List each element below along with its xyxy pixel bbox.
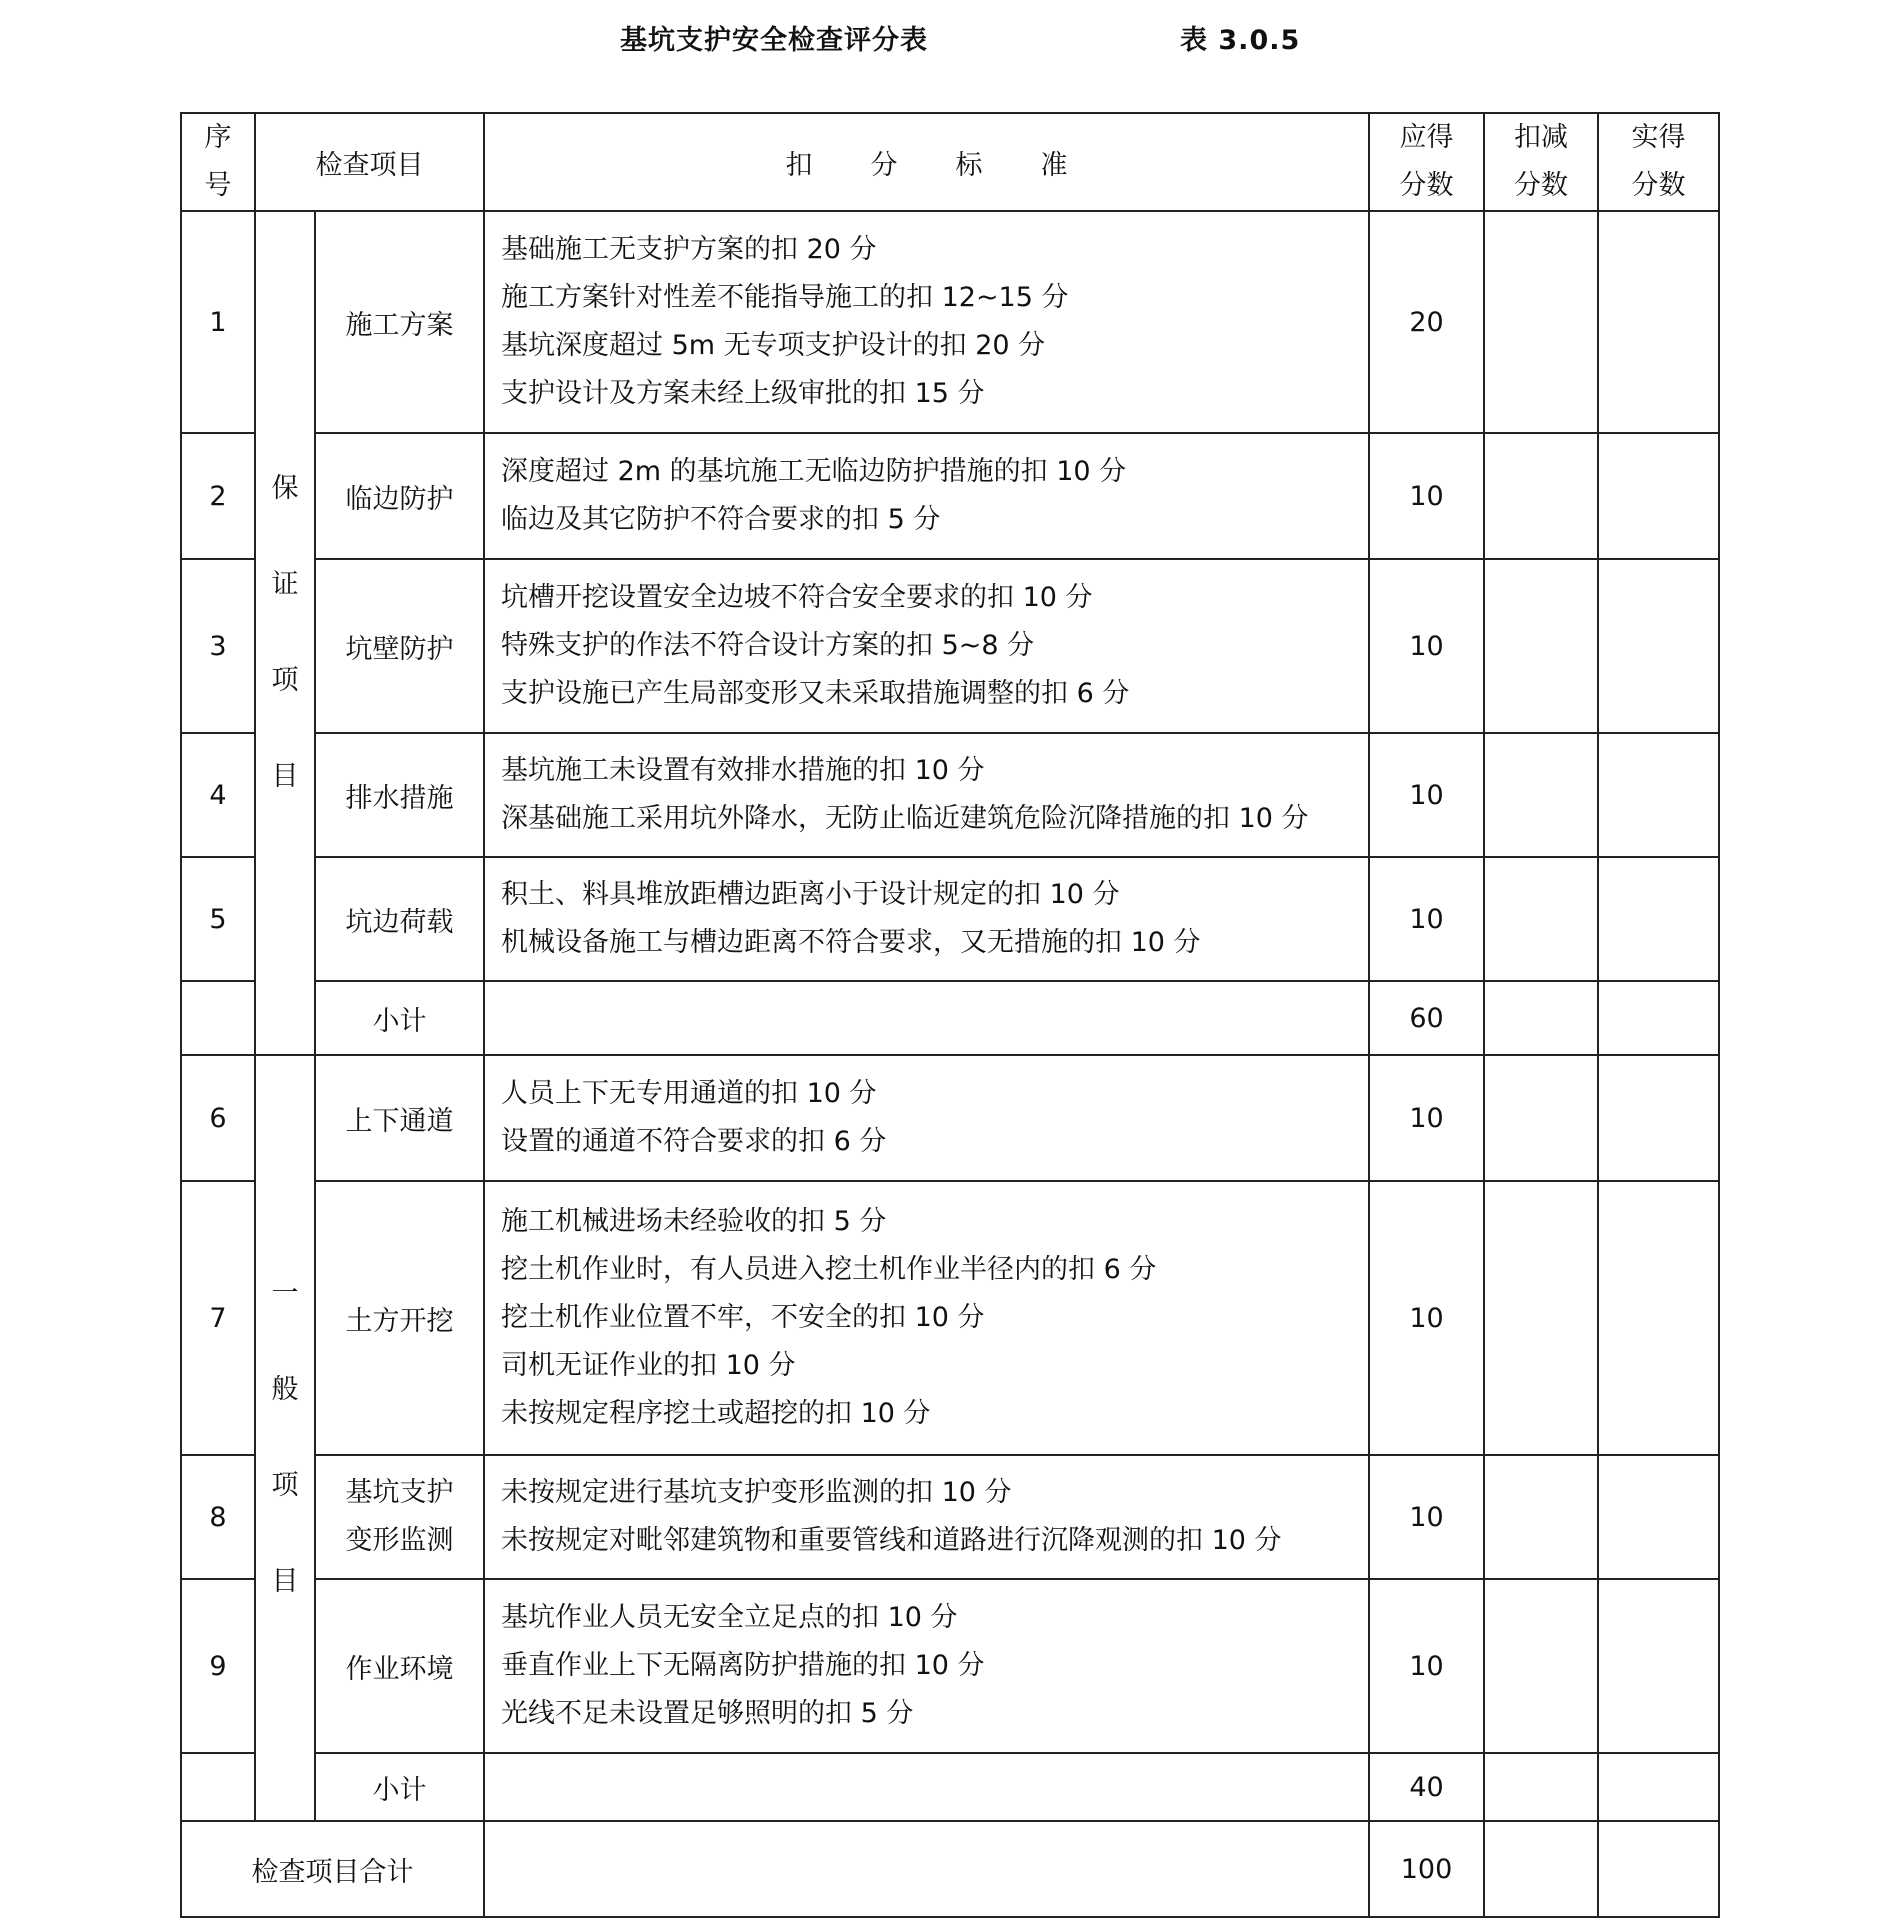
deduct-score-cell[interactable] [1484,1455,1598,1579]
header-seq: 序 号 [181,113,255,211]
criteria-cell-empty [484,981,1369,1055]
item-name: 土方开挖 [315,1181,484,1455]
deduct-score-cell[interactable] [1484,1181,1598,1455]
deduct-score-cell[interactable] [1484,1821,1598,1917]
actual-score-cell[interactable] [1598,433,1719,559]
item-name: 坑边荷载 [315,857,484,981]
row-number: 1 [181,211,255,433]
row-number: 9 [181,1579,255,1753]
actual-score-cell[interactable] [1598,1455,1719,1579]
item-name: 基坑支护 变形监测 [315,1455,484,1579]
due-score: 10 [1369,1181,1484,1455]
header-row [181,113,1719,211]
subtotal-label: 小计 [315,981,484,1055]
header-due-score: 应得 分数 [1369,113,1484,211]
table-row [181,433,1719,559]
criteria-cell: 积土、料具堆放距槽边距离小于设计规定的扣 10 分 机械设备施工与槽边距离不符合要求，又无措施的扣 10 分 [484,857,1369,981]
actual-score-cell[interactable] [1598,1055,1719,1181]
deduct-score-cell[interactable] [1484,433,1598,559]
criteria-cell: 人员上下无专用通道的扣 10 分 设置的通道不符合要求的扣 6 分 [484,1055,1369,1181]
header-criteria: 扣分标准 [484,113,1369,211]
table-row [181,733,1719,857]
row-number: 3 [181,559,255,733]
item-name: 上下通道 [315,1055,484,1181]
row-number: 4 [181,733,255,857]
actual-score-cell[interactable] [1598,733,1719,857]
actual-score-cell[interactable] [1598,981,1719,1055]
criteria-cell: 未按规定进行基坑支护变形监测的扣 10 分 未按规定对毗邻建筑物和重要管线和道路进行沉降观测的扣 10 分 [484,1455,1369,1579]
actual-score-cell[interactable] [1598,857,1719,981]
subtotal-row [181,981,1719,1055]
actual-score-cell[interactable] [1598,1753,1719,1821]
row-number: 6 [181,1055,255,1181]
item-name: 施工方案 [315,211,484,433]
total-row [181,1821,1719,1917]
row-number: 7 [181,1181,255,1455]
criteria-cell: 深度超过 2m 的基坑施工无临边防护措施的扣 10 分 临边及其它防护不符合要求的扣 5 分 [484,433,1369,559]
due-score: 10 [1369,733,1484,857]
item-name: 作业环境 [315,1579,484,1753]
deduct-score-cell[interactable] [1484,1579,1598,1753]
due-score: 10 [1369,433,1484,559]
due-score: 10 [1369,1055,1484,1181]
item-name: 临边防护 [315,433,484,559]
document-title: 基坑支护安全检查评分表 [620,25,928,56]
table-row [181,1455,1719,1579]
row-number-empty [181,1753,255,1821]
row-number-empty [181,981,255,1055]
header-item: 检查项目 [255,113,484,211]
criteria-cell-empty [484,1821,1369,1917]
subtotal-due-score: 60 [1369,981,1484,1055]
deduct-score-cell[interactable] [1484,733,1598,857]
deduct-score-cell[interactable] [1484,559,1598,733]
scoring-table [180,112,1720,1918]
subtotal-due-score: 40 [1369,1753,1484,1821]
subtotal-label: 小计 [315,1753,484,1821]
group-label-guarantee: 保 证 项 目 [255,211,315,1055]
due-score: 10 [1369,559,1484,733]
deduct-score-cell[interactable] [1484,211,1598,433]
table-row [181,1579,1719,1753]
criteria-cell: 坑槽开挖设置安全边坡不符合安全要求的扣 10 分 特殊支护的作法不符合设计方案的扣 5~8 分 支护设施已产生局部变形又未采取措施调整的扣 6 分 [484,559,1369,733]
table-row [181,1055,1719,1181]
deduct-score-cell[interactable] [1484,857,1598,981]
due-score: 20 [1369,211,1484,433]
row-number: 2 [181,433,255,559]
criteria-cell: 基坑作业人员无安全立足点的扣 10 分 垂直作业上下无隔离防护措施的扣 10 分 光线不足未设置足够照明的扣 5 分 [484,1579,1369,1753]
due-score: 10 [1369,1579,1484,1753]
criteria-cell-empty [484,1753,1369,1821]
table-row [181,1181,1719,1455]
actual-score-cell[interactable] [1598,1181,1719,1455]
table-row [181,857,1719,981]
table-row [181,211,1719,433]
header-actual-score: 实得 分数 [1598,113,1719,211]
criteria-cell: 施工机械进场未经验收的扣 5 分 挖土机作业时，有人员进入挖土机作业半径内的扣 6 分 挖土机作业位置不牢，不安全的扣 10 分 司机无证作业的扣 10 分 未按规定程序挖土或超挖的扣 10 分 [484,1181,1369,1455]
due-score: 10 [1369,1455,1484,1579]
header-deduct-score: 扣减 分数 [1484,113,1598,211]
actual-score-cell[interactable] [1598,559,1719,733]
criteria-cell: 基础施工无支护方案的扣 20 分 施工方案针对性差不能指导施工的扣 12~15 分 基坑深度超过 5m 无专项支护设计的扣 20 分 支护设计及方案未经上级审批的扣 15 分 [484,211,1369,433]
item-name: 坑壁防护 [315,559,484,733]
group-label-general: 一 般 项 目 [255,1055,315,1821]
deduct-score-cell[interactable] [1484,981,1598,1055]
actual-score-cell[interactable] [1598,211,1719,433]
table-number: 表 3.0.5 [1180,25,1301,56]
subtotal-row [181,1753,1719,1821]
deduct-score-cell[interactable] [1484,1753,1598,1821]
total-label: 检查项目合计 [181,1821,484,1917]
item-name: 排水措施 [315,733,484,857]
due-score: 10 [1369,857,1484,981]
actual-score-cell[interactable] [1598,1821,1719,1917]
criteria-cell: 基坑施工未设置有效排水措施的扣 10 分 深基础施工采用坑外降水，无防止临近建筑危险沉降措施的扣 10 分 [484,733,1369,857]
row-number: 8 [181,1455,255,1579]
total-due-score: 100 [1369,1821,1484,1917]
row-number: 5 [181,857,255,981]
actual-score-cell[interactable] [1598,1579,1719,1753]
deduct-score-cell[interactable] [1484,1055,1598,1181]
table-row [181,559,1719,733]
